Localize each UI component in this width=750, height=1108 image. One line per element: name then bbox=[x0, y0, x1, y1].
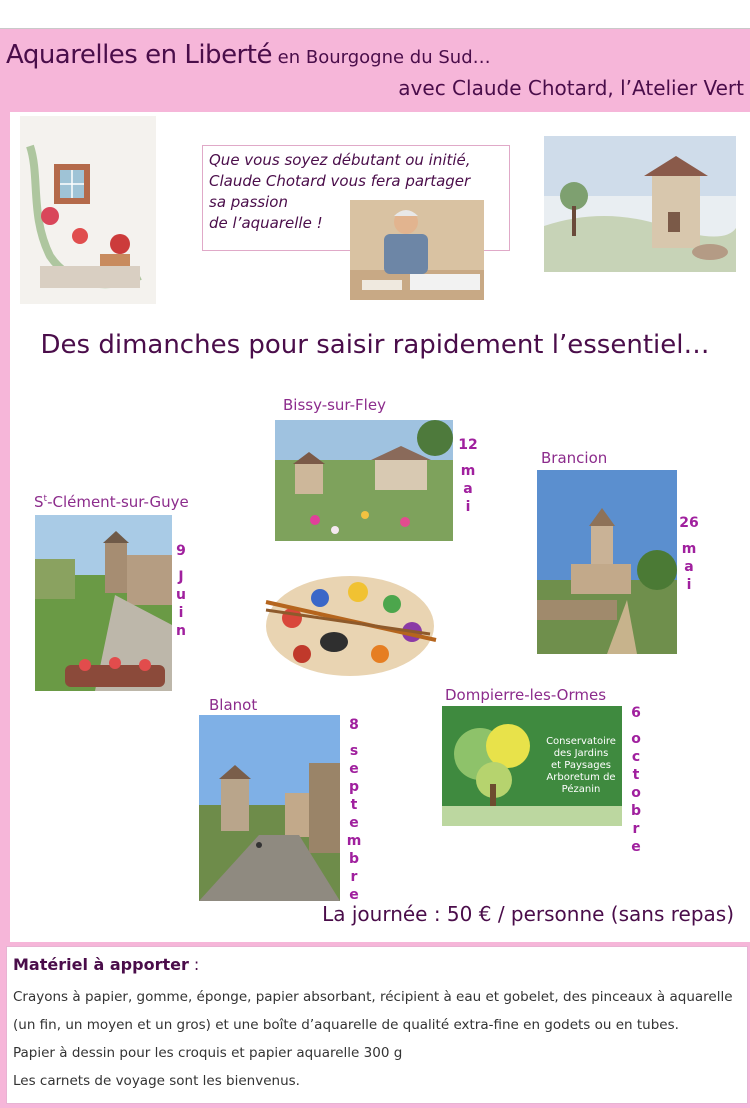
date-part: b bbox=[630, 803, 642, 819]
paint-palette-image bbox=[262, 568, 440, 680]
date-part: e bbox=[349, 761, 359, 777]
photo-dompierre-sign bbox=[442, 706, 622, 826]
materials-line: Papier à dessin pour les croquis et papier aquarelle 300 g bbox=[13, 1045, 403, 1061]
place-part: t bbox=[43, 494, 48, 504]
materials-line: Les carnets de voyage sont les bienvenus. bbox=[13, 1073, 300, 1089]
date-part: a bbox=[463, 481, 473, 497]
date-bissy bbox=[458, 436, 478, 516]
date-part: 26 bbox=[679, 515, 699, 531]
headline: Des dimanches pour saisir rapidement l’essentiel… bbox=[40, 330, 710, 360]
date-part: a bbox=[684, 559, 694, 575]
date-part: i bbox=[465, 499, 471, 515]
sign-text bbox=[540, 736, 622, 796]
date-part: s bbox=[349, 743, 359, 759]
title-main: Aquarelles en Liberté bbox=[6, 40, 272, 70]
location-label-bissy: Bissy-sur-Fley bbox=[283, 396, 386, 414]
date-part: 9 bbox=[176, 543, 186, 559]
painter-photo bbox=[350, 200, 484, 300]
date-part: c bbox=[631, 749, 641, 765]
date-st-clement bbox=[173, 542, 189, 640]
date-part: J bbox=[178, 569, 184, 585]
quote-line: Claude Chotard vous fera partager bbox=[209, 172, 471, 190]
materials-line: Crayons à papier, gomme, éponge, papier absorbant, récipient à eau et gobelet, des pinceaux à aquarelle bbox=[13, 989, 733, 1005]
price-text: La journée : 50 € / personne (sans repas) bbox=[322, 902, 734, 926]
photo-brancion bbox=[537, 470, 677, 654]
date-part: t bbox=[350, 797, 358, 813]
date-part: i bbox=[178, 605, 184, 621]
date-part: e bbox=[349, 887, 359, 903]
date-part: e bbox=[631, 839, 641, 855]
date-part: o bbox=[631, 785, 641, 801]
date-part: t bbox=[632, 767, 640, 783]
date-part: i bbox=[686, 577, 692, 593]
photo-blanot bbox=[199, 715, 340, 901]
sign-line: Pézanin bbox=[561, 784, 601, 795]
header bbox=[0, 30, 750, 112]
date-part: m bbox=[681, 541, 697, 557]
place-part: S bbox=[34, 493, 44, 511]
date-part: m bbox=[346, 833, 362, 849]
photo-st-clement bbox=[35, 515, 172, 691]
materials-box bbox=[6, 946, 748, 1104]
materials-title bbox=[13, 955, 199, 974]
date-part: 12 bbox=[458, 437, 478, 453]
location-label-st-clement bbox=[34, 493, 189, 511]
watercolor-window-image bbox=[20, 116, 156, 304]
date-part: 6 bbox=[631, 705, 641, 721]
page-title bbox=[6, 40, 491, 70]
date-dompierre bbox=[626, 704, 646, 856]
quote-line: Que vous soyez débutant ou initié, bbox=[209, 151, 471, 169]
date-part: r bbox=[350, 869, 358, 885]
watercolor-dovecote-image bbox=[544, 136, 736, 272]
date-part: p bbox=[348, 779, 360, 795]
date-part: n bbox=[176, 623, 186, 639]
date-blanot bbox=[344, 716, 364, 904]
materials-title-text: Matériel à apporter bbox=[13, 955, 189, 974]
title-tail: en Bourgogne du Sud… bbox=[271, 47, 491, 68]
date-part: m bbox=[460, 463, 476, 479]
date-part: b bbox=[348, 851, 360, 867]
sign-line: des Jardins bbox=[553, 748, 609, 759]
subtitle: avec Claude Chotard, l’Atelier Vert bbox=[398, 76, 744, 100]
date-part: e bbox=[349, 815, 359, 831]
quote-line: sa passion bbox=[209, 193, 288, 211]
date-brancion bbox=[678, 514, 700, 594]
date-part: 8 bbox=[349, 717, 359, 733]
location-label-brancion: Brancion bbox=[541, 449, 608, 467]
sign-line: et Paysages bbox=[551, 760, 611, 771]
date-part: u bbox=[176, 587, 186, 603]
location-label-dompierre: Dompierre-les-Ormes bbox=[445, 686, 607, 704]
place-part: -Clément-sur-Guye bbox=[47, 493, 189, 511]
sign-line: Conservatoire bbox=[546, 736, 616, 747]
materials-title-colon: : bbox=[188, 955, 200, 974]
quote-line: de l’aquarelle ! bbox=[209, 214, 323, 232]
top-bar bbox=[0, 0, 750, 29]
date-part: o bbox=[631, 731, 641, 747]
location-label-blanot: Blanot bbox=[209, 696, 258, 714]
photo-bissy bbox=[275, 420, 453, 541]
date-part: r bbox=[632, 821, 640, 837]
sign-line: Arboretum de bbox=[546, 772, 616, 783]
materials-line: (un fin, un moyen et un gros) et une boîte d’aquarelle de qualité extra-fine en godets ou en tubes. bbox=[13, 1017, 679, 1033]
